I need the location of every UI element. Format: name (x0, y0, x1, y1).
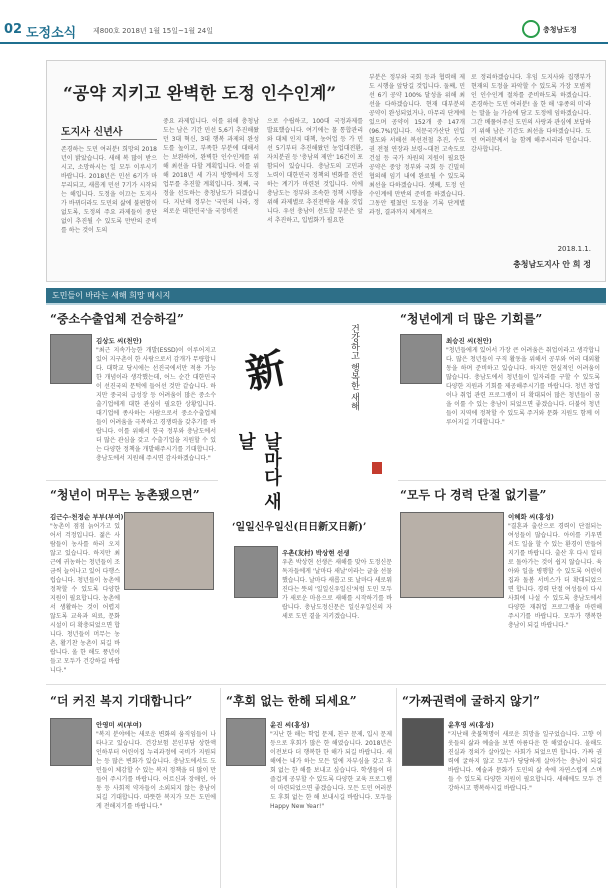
band-underline (46, 303, 606, 305)
message-6-photo (226, 718, 266, 766)
center-text-cont (234, 600, 392, 640)
message-2-photo (400, 334, 442, 384)
message-6-text: "지난 한 해는 학업 문제, 친구 문제, 입시 문제 등으로 후회가 많은 한 해였습니다. 2018년은 이전보다 더 행복한 한 해가 되길 바랍니다. 새해에는 내가 하는 모든 일에 자부심을 갖고 후회 없는 한 해를 보내고 싶습니다. 학생들이 더 즐겁게 공부할 수 있도록 다양한 교육 프로그램이 마련되었으면 좋겠습니다. 모든 도민 여러분도 후회 없는 한 해 보내시길 바랍니다. 모두들 Happy New Year!" (270, 731, 392, 810)
message-2-quote: “청년에게 더 많은 기회를” (400, 312, 543, 326)
article-col-4: 부분은 정부와 국회 등과 협력해 제도 시행을 앞당길 것입니다. 둘째, 민선 6기 공약 100% 달성을 위해 최선을 다하겠습니다. 현재 대부분의 공약이 완성되었거나, 마무리 단계에 있으며 공약이 152개 중 147개(96.7%)입니다. 석문국가산단 인입철도와 서해선 복선전철 추진, 수도권 전철 연장과 보령~대천 고속도로 건설 등 국가 차원의 지원이 필요한 공약은 중앙 정부와 국회 등 긴밀히 협의해 임기 내에 완료될 수 있도록 최선을 다하겠습니다. 셋째, 도정 인수인계에 만반의 준비를 하겠습니다. 그동안 펼쳤던 도정을 기록 단계별 과정, 결과까지 체계적으 (369, 74, 465, 216)
divider-left-1 (46, 480, 218, 481)
message-3-quote: “청년이 머무는 농촌됐으면” (50, 488, 200, 502)
message-6-quote: “후회 없는 한해 되세요” (226, 694, 357, 708)
message-1-name: 김상도 씨(천안) (96, 337, 142, 345)
article-col-1: 존경하는 도민 여러분! 희망의 2018년이 밝았습니다. 새해 복 많이 받으시고, 소망하시는 일 모두 이루시기 바랍니다. 2018년은 민선 6기가 마무리되고, 새롭게 민선 7기가 시작되는 해입니다. 도정을 이끄는 도지사가 바뀌더라도 도민의 삶에 불편함이 없도록, 도정의 주요 과제들이 중단 없이 추진될 수 있도록 만반의 준비를 하는 것이 도의 (61, 146, 157, 234)
message-4-text-cont (400, 600, 602, 676)
logo-icon (522, 20, 540, 38)
author-rule (61, 139, 157, 140)
message-7-name: 윤후영 씨(홍성) (448, 721, 494, 729)
message-4-name: 이혜화 씨(홍성) (508, 513, 554, 521)
divider-v-1 (220, 688, 221, 888)
center-quote: ‘일일신우일신(日日新又日新)’ (232, 522, 367, 533)
message-3-text-cont (50, 602, 216, 676)
center-text: 우촌 박상현 선생은 새해를 맞아 도정신문 독자들에게 '날마다 새날'이라는 글을 선물했습니다. 날마다 새롭고 또 날마다 새로워진다는 뜻의 '일일신우일신'처럼 도민 모두가 새로운 마음으로 새해를 시작하기를 바랍니다. 충남도정신문은 일신우일신의 자세로 도민 곁을 지키겠습니다. (282, 559, 392, 620)
message-4-photo (400, 512, 504, 598)
message-5-name: 안영미 씨(부여) (96, 721, 142, 729)
article-signature: 충청남도지사 안 희 정 (513, 260, 591, 269)
message-5-photo (50, 718, 92, 766)
divider-v-2 (396, 688, 397, 888)
message-2-text: "청년들에게 있어서 가장 큰 어려움은 취업이라고 생각합니다. 많은 청년들이 구직 활동을 위해서 공부와 여러 대외활동을 하며 준비하고 있습니다. 하지만 현실적인 어려움이 많습니다. 충남도에서 청년들이 일자리를 구할 수 있도록 다양한 지원과 기회를 제공해주시기를 바랍니다. 청년 창업이나 취업 관련 프로그램이 더 확대되어 많은 청년들이 꿈을 이룰 수 있는 충남이 되었으면 좋겠습니다. 더불어 청년들이 지역에 정착할 수 있도록 주거와 문화 지원도 함께 이루어지길 기대합니다." (446, 347, 600, 426)
new-year-address (46, 60, 606, 282)
logo-text: 충청남도정 (543, 26, 577, 34)
article-title: “공약 지키고 완벽한 도정 인수인계” (63, 84, 337, 104)
calligraphy-side: 건강하고 행복한 새해 (349, 324, 359, 411)
section-title: 도정소식 (26, 26, 77, 41)
message-5-quote: “더 커진 복지 기대합니다” (50, 694, 193, 708)
message-4-text: "결혼과 출산으로 경력이 단절되는 여성들이 많습니다. 아이를 키우면서도 일을 할 수 있는 환경이 만들어지기를 바랍니다. 출산 후 다시 일터로 돌아가는 것이 쉽지 않습니다. 육아와 일을 병행할 수 있도록 어린이집과 돌봄 서비스가 더 확대되었으면 합니다. 경력 단절 여성들이 다시 사회에 나설 수 있도록 충남도에서 다양한 재취업 프로그램을 마련해 주시기를 바랍니다. 모두가 행복한 충남이 되길 바랍니다." (508, 523, 602, 629)
article-col-5: 로 정리하겠습니다. 후임 도지사와 집행부가 현재의 도정을 파악할 수 있도록 가장 모범적인 인수인계 절차를 준비하도록 하겠습니다. 존경하는 도민 여러분! 올 한 해 '유종의 미'라는 말을 늘 가슴에 담고 도정에 임하겠습니다. 그간 베풀어주신 도민의 사랑과 관심에 보답하기 위해 남은 기간도 최선을 다하겠습니다. 도민 여러분께서 늘 함께 해주시리라 믿습니다. 감사합니다. (471, 74, 591, 153)
calligraphy-text: 날마다 새날 (235, 432, 282, 511)
article-col-3: 으로 수립하고, 100대 국정과제를 발표했습니다. 여기에는 물 통합관리와 대체 인지 대책, 농어업 등 가 민선 5기부터 추진해왔던 농업대전환, 자치분권 등 '충남의 제안' 16건이 포함되어 있습니다. 충남도의 고민과 노력이 대한민국 정책의 변화를 견인하는 계기가 마련된 것입니다. 이에 충남도는 정부와 조속한 정책 시행을 위해 과제별로 추진전략을 세울 것입니다. 우선 충남이 선도할 부분은 앞서 추진하고, 입법화가 필요한 (267, 118, 363, 224)
seal-stamp (372, 462, 382, 474)
message-1-quote: “중소수출업체 건승하길” (50, 312, 184, 326)
divider-bottom (46, 684, 606, 685)
section-band: 도민들이 바라는 새해 희망 메시지 (46, 288, 606, 303)
article-author: 도지사 신년사 (61, 127, 123, 138)
article-col-2: 중요 과제입니다. 이를 위해 충청남도는 남은 기간 민선 5,6기 추진해왔던 3대 혁신, 3대 행복 과제의 완성도를 높이고, 부족한 부분에 대해서는 보완하여, 완벽한 인수인계를 위해 최선을 다할 계획입니다. 이를 위해 2018년 세 가지 방향에서 도정 업무를 추진할 계획입니다. 첫째, 국정을 선도하는 충청남도가 되겠습니다. 지난해 정부는 '국민의 나라, 정의로운 대한민국'을 국정비전 (163, 118, 259, 215)
message-7-photo (402, 718, 444, 766)
message-1-photo (50, 334, 92, 384)
message-7-text: "지난해 촛불혁명이 새로운 희망을 일구었습니다. 고향 이웃들의 삶과 예술을 보면 아름다운 한 해였습니다. 올해도 진실과 정의가 살아있는 사회가 되었으면 합니다. 가짜 권력에 굴하지 않고 모두가 당당하게 살아가는 충남이 되길 바랍니다. 예술과 문화가 도민의 삶 속에 자연스럽게 스며들 수 있도록 다양한 지원이 필요합니다. 새해에도 모두 건강하시고 행복하시길 바랍니다." (448, 731, 602, 792)
message-4-quote: “모두 다 경력 단절 없기를” (400, 488, 547, 502)
issue-info: 제800호 2018년 1월 15일~1월 24일 (93, 27, 213, 35)
message-3-photo (124, 512, 214, 590)
message-6-name: 윤진 씨(홍성) (270, 721, 310, 729)
message-1-text-cont (50, 388, 216, 476)
header-rule (0, 42, 608, 44)
divider-right-1 (398, 480, 606, 481)
calligraphy-artwork (222, 312, 394, 512)
message-3-text: "농촌이 점점 늙어가고 있어서 걱정입니다. 젊은 사람들이 농사를 하러 오지 않고 있습니다. 하지만 최근에 귀농하는 청년들이 조금씩 늘어나고 있어 다행스럽습니다. 청년들이 농촌에 정착할 수 있도록 다양한 지원이 필요합니다. 농촌에서 생활하는 것이 어렵지 않도록 교육과 의료, 문화 시설이 더 확충되었으면 합니다. 청년들이 머무는 농촌, 활기찬 농촌이 되길 바랍니다. 올 한 해도 풍년이 들고 모두가 건강하길 바랍니다." (50, 523, 120, 674)
message-2-name: 최승진 씨(천안) (446, 337, 492, 345)
message-7-quote: “가짜권력에 굴하지 않기” (402, 694, 541, 708)
message-3-name: 김근수·천정순 부부(부여) (50, 513, 124, 521)
center-name: 우촌(友村) 박상현 선생 (282, 549, 350, 557)
page-number: 02 (4, 22, 23, 37)
center-photo (234, 546, 278, 598)
article-date: 2018.1.1. (557, 245, 591, 253)
message-5-text: "복지 분야에는 새로운 변화의 움직임들이 나타나고 있습니다. 건강보험 본인부담 상한액 인하부터 어린이집 누리과정에 국비가 지원되는 등 많은 변화가 있습니다. 충남도에서도 도민들이 체감할 수 있는 복지 정책을 더 많이 만들어 주시기를 바랍니다. 어르신과 장애인, 아동 등 사회적 약자들이 소외되지 않는 충남이 되길 기대합니다. 따뜻한 복지가 모든 도민에게 전해지기를 바랍니다." (96, 731, 216, 810)
calligraphy-main: 新 (241, 344, 291, 399)
message-1-text: "최근 지속가능한 개발(ESSD)이 이루어지고 있어 지구촌이 한 사람으로서 감개가 무량합니다. 대학교 당시에는 선진국에서만 적용 가능한 개념이라 생각했는데, 어느 순간 대한민국이 선진국의 문턱에 들어선 것만 같습니다. 하지만 중국의 급성장 등 어려움이 많은 중소수출기업에게 대한 관심이 필요한 상황입니다. 대기업에 종사하는 사람으로서 중소수출업체들이 어려움을 극복하고 경쟁력을 갖추기를 바랍니다. 이를 위해서 한국 정부와 충남도에서 더 많은 관심을 갖고 수출기업을 지원할 수 있는 다양한 정책을 개발해주시기를 기대합니다. 충남도에서 지원해 주시면 감사하겠습니다." (96, 347, 216, 462)
